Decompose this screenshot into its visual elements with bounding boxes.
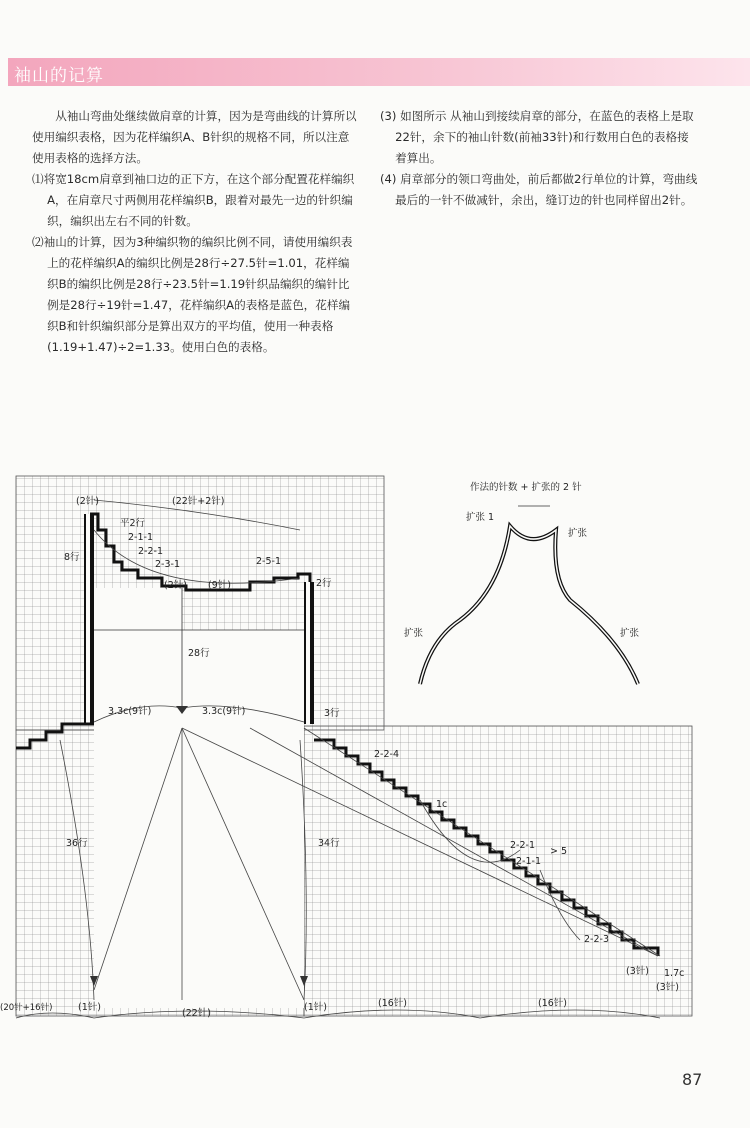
label-3-st-a: (3针) <box>626 966 649 977</box>
step-4-paragraph: (4) 肩章部分的领口弯曲处，前后都做2行单位的计算，弯曲线最后的一针不做减针，余出，缝订边的针也同样留出2针。 <box>380 172 698 207</box>
expansion-inset <box>404 481 640 684</box>
inset-expand-top-left: 扩张 1 <box>466 512 495 523</box>
label-2-1-1-b: 2-1-1 <box>516 856 541 867</box>
page-number: 87 <box>682 1070 703 1089</box>
label-9-st: (9针) <box>208 580 231 591</box>
label-16-st-a: (16针) <box>378 998 408 1009</box>
step-2-paragraph: ⑵袖山的计算，因为3种编织物的编织比例不同，请使用编织表上的花样编织A的编织比例是28行÷27.5针=1.01，花样编织B的编织比例是28行÷23.5针=1.19针织品编织的编针比例是28行÷19针=1.47，花样编织A的表格是蓝色，花样编织B和针织编织部分是算出双方的平均值，使用一种表格(1.19+1.47)÷2=1.33。使用白色的表格。 <box>32 235 353 354</box>
inset-expand-right: 扩张 <box>620 628 640 639</box>
label-2-3-1: 2-3-1 <box>155 559 180 570</box>
label-2-2-1: 2-2-1 <box>138 546 163 557</box>
label-1-7c: 1.7c <box>664 968 685 979</box>
label-22-plus-2: (22针+2针) <box>172 496 225 507</box>
text-column-right <box>380 106 698 211</box>
label-1c: 1c <box>436 799 448 810</box>
label-1-st-b: (1针) <box>304 1002 327 1013</box>
label-1-st-a: (1针) <box>78 1002 101 1013</box>
section-header-band <box>8 58 750 86</box>
label-36-rows: 36行 <box>66 838 88 849</box>
inset-expand-top-right: 扩张 <box>568 528 588 539</box>
intro-paragraph: 从袖山弯曲处继续做肩章的计算，因为是弯曲线的计算所以使用编织表格，因为花样编织A、B针织的规格不同，所以注意使用表格的选择方法。 <box>32 109 357 165</box>
label-3-rows: 3行 <box>324 708 340 719</box>
label-3-st-b: (3针) <box>656 982 679 993</box>
label-2-5-1: 2-5-1 <box>256 556 281 567</box>
label-34-rows: 34行 <box>318 838 340 849</box>
label-flat-2-rows: 平2行 <box>120 518 146 529</box>
label-8-rows: 8行 <box>64 552 80 563</box>
label-16-st-b: (16针) <box>538 998 568 1009</box>
inset-caption: 作法的针数 + 扩张的 2 针 <box>470 482 582 493</box>
label-2-2-4: 2-2-4 <box>374 749 399 760</box>
sleeve-cap-chart <box>0 470 750 1030</box>
label-20-plus-16: (20针+16针) <box>0 1003 53 1013</box>
label-cap-left: 3.3c(9针) <box>108 706 152 717</box>
inset-expand-left: 扩张 <box>404 628 424 639</box>
label-two-stitches: (2针) <box>76 496 99 507</box>
label-2-st-b: (2针) <box>164 580 187 591</box>
label-28-rows: 28行 <box>188 648 210 659</box>
label-cap-right: 3.3c(9针) <box>202 706 246 717</box>
label-2-2-3: 2-2-3 <box>584 934 609 945</box>
inset-shape <box>420 526 638 684</box>
label-2-rows: 2行 <box>316 578 332 589</box>
center-panel-top <box>94 588 182 718</box>
step-3-paragraph: (3) 如图所示 从袖山到接续肩章的部分，在蓝色的表格上是取22针，余下的袖山针数(前袖33针)和行数用白色的表格接着算出。 <box>380 109 694 165</box>
text-column-left <box>32 106 357 358</box>
step-1-paragraph: ⑴将宽18cm肩章到袖口边的正下方，在这个部分配置花样编织A，在肩章尺寸两侧用花样编织B，跟着对最先一边的针织编织，编织出左右不同的针数。 <box>32 172 355 228</box>
label-2-2-1-b: 2-2-1 <box>510 840 535 851</box>
label-gt-5: > 5 <box>550 846 568 857</box>
label-22-st: (22针) <box>182 1008 212 1019</box>
section-title: 袖山的记算 <box>14 66 104 86</box>
label-2-1-1: 2-1-1 <box>128 532 153 543</box>
